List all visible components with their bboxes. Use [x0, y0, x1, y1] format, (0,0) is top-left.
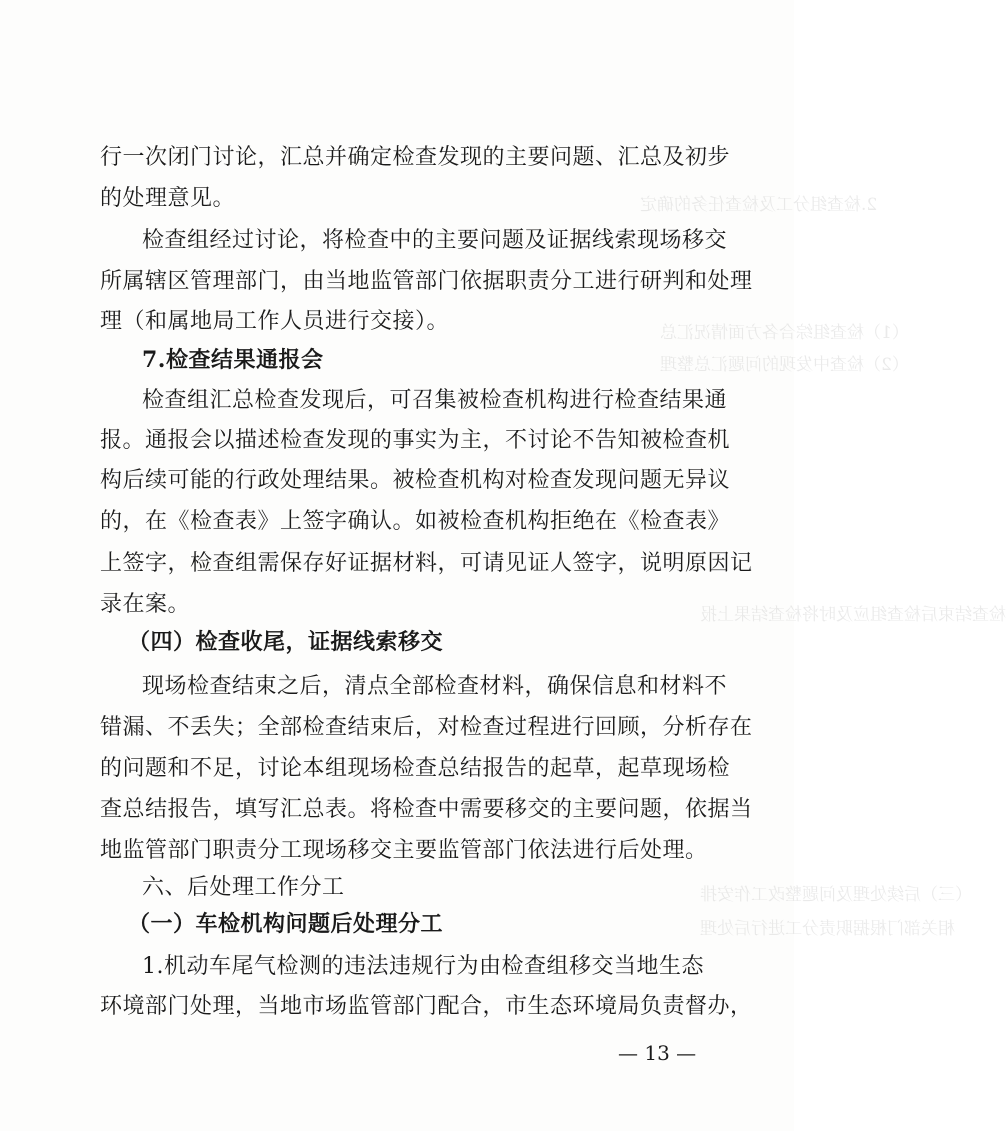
- body-text-line: 行一次闭门讨论，汇总并确定检查发现的主要问题、汇总及初步: [100, 145, 731, 170]
- body-text-line: 错漏、不丢失；全部检查结束后，对检查过程进行回顾，分析存在: [100, 715, 753, 740]
- bleed-through-decoration: （三）后续处理及问题整改工作安排: [700, 885, 972, 905]
- body-text-line: 查总结报告，填写汇总表。将检查中需要移交的主要问题，依据当: [100, 797, 753, 822]
- body-text-line: 理（和属地局工作人员进行交接）。: [100, 309, 450, 334]
- body-text-line: 地监管部门职责分工现场移交主要监管部门依法进行后处理。: [100, 838, 708, 863]
- body-text-line: 上签字，检查组需保存好证据材料，可请见证人签字，说明原因记: [100, 551, 753, 576]
- bleed-through-decoration: （2）检查中发现的问题汇总整理: [660, 355, 909, 375]
- body-text-line: 的问题和不足，讨论本组现场检查总结报告的起草，起草现场检: [100, 756, 731, 781]
- body-text-line: 报。通报会以描述检查发现的事实为主，不讨论不告知被检查机: [100, 428, 731, 453]
- body-text-line: 检查组汇总检查发现后，可召集被检查机构进行检查结果通: [142, 388, 728, 413]
- bleed-through-decoration: （1）检查组综合各方面情况汇总: [660, 323, 909, 343]
- body-text-line: 1.机动车尾气检测的违法违规行为由检查组移交当地生态: [142, 954, 704, 979]
- body-text-line: 现场检查结束之后，清点全部检查材料，确保信息和材料不: [142, 674, 728, 699]
- section-heading: 7.检查结果通报会: [142, 347, 324, 373]
- page-number: — 13 —: [618, 1041, 697, 1065]
- section-heading: 六、后处理工作分工: [142, 875, 345, 900]
- body-text-line: 检查组经过讨论，将检查中的主要问题及证据线索现场移交: [142, 228, 728, 253]
- body-text-line: 所属辖区管理部门，由当地监管部门依据职责分工进行研判和处理: [100, 269, 753, 294]
- body-text-line: 的处理意见。: [100, 186, 236, 211]
- body-text-line: 构后续可能的行政处理结果。被检查机构对检查发现问题无异议: [100, 468, 731, 493]
- body-text-line: 环境部门处理，当地市场监管部门配合，市生态环境局负责督办，: [100, 994, 753, 1019]
- bleed-through-decoration: 检查结束后检查组应及时将检查结果上报: [700, 605, 1006, 625]
- body-text-line: 的，在《检查表》上签字确认。如被检查机构拒绝在《检查表》: [100, 509, 731, 534]
- body-text-line: 录在案。: [100, 592, 191, 617]
- bleed-through-decoration: 相关部门根据职责分工进行后处理: [700, 919, 955, 939]
- section-heading: （四）检查收尾，证据线索移交: [128, 629, 444, 655]
- bleed-through-decoration: 2.检查组分工及检查任务的确定: [640, 195, 878, 215]
- section-heading: （一）车检机构问题后处理分工: [128, 911, 444, 937]
